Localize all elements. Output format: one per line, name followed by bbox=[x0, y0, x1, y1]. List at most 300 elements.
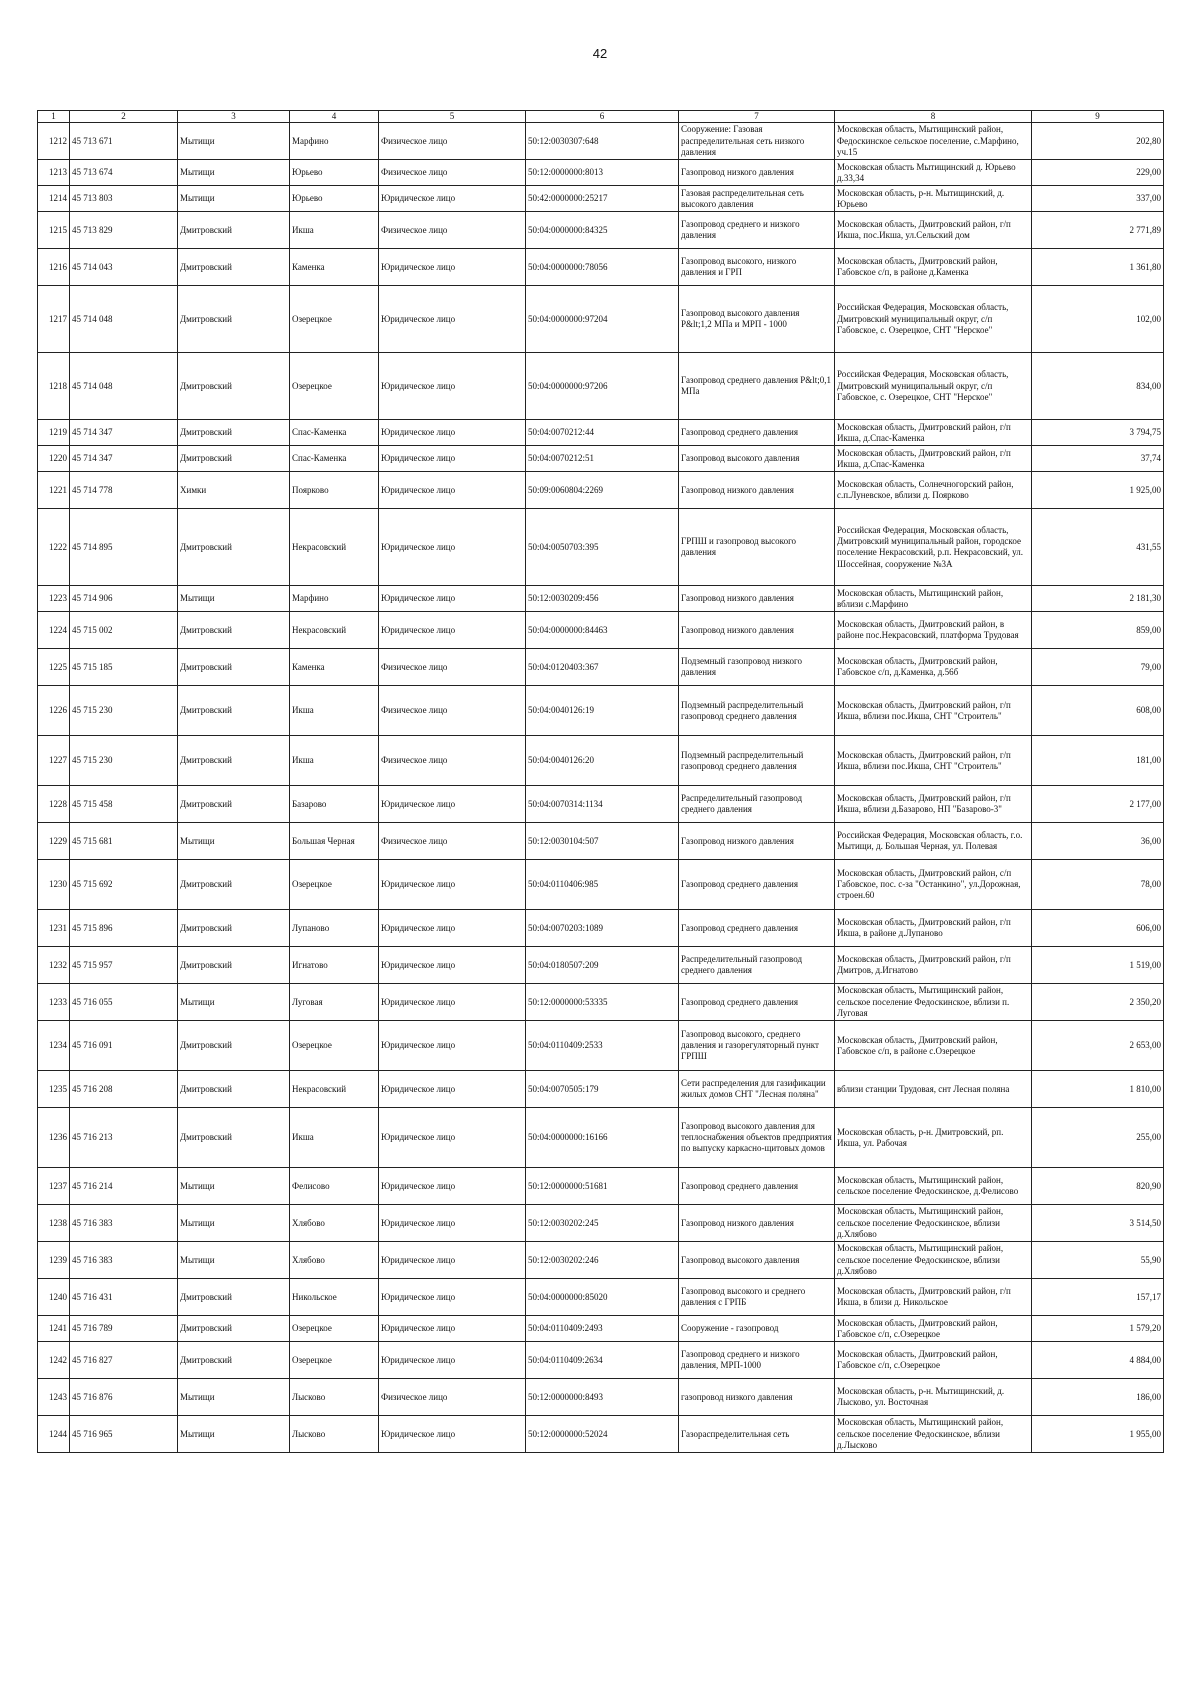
okato-code-cell: 45 716 091 bbox=[70, 1021, 178, 1071]
object-description-cell: Подземный распределительный газопровод среднего давления bbox=[679, 736, 835, 786]
okato-code-cell: 45 715 957 bbox=[70, 947, 178, 984]
length-value-cell: 859,00 bbox=[1032, 612, 1164, 649]
locality-cell: Марфино bbox=[290, 123, 379, 160]
object-description-cell: Газопровод среднего давления bbox=[679, 860, 835, 910]
locality-cell: Никольское bbox=[290, 1279, 379, 1316]
table-row bbox=[38, 947, 1164, 984]
cadastral-number-cell: 50:04:0110409:2634 bbox=[526, 1342, 679, 1379]
okato-code-cell: 45 714 895 bbox=[70, 509, 178, 586]
address-cell: Московская область, Мытищинский район, сельское поселение Федоскинское, вблизи д.Лысково bbox=[835, 1416, 1032, 1453]
okato-code-cell: 45 716 214 bbox=[70, 1168, 178, 1205]
cadastral-number-cell: 50:04:0000000:97206 bbox=[526, 353, 679, 420]
length-value-cell: 78,00 bbox=[1032, 860, 1164, 910]
okato-code-cell: 45 714 347 bbox=[70, 446, 178, 472]
address-cell: Московская область, Дмитровский район, г/п Икша, пос.Икша, ул.Сельский дом bbox=[835, 212, 1032, 249]
cadastral-number-cell: 50:04:0110406:985 bbox=[526, 860, 679, 910]
table-row bbox=[38, 984, 1164, 1021]
object-description-cell: Газопровод среднего и низкого давления bbox=[679, 212, 835, 249]
locality-cell: Фелисово bbox=[290, 1168, 379, 1205]
table-row bbox=[38, 1071, 1164, 1108]
object-description-cell: Подземный газопровод низкого давления bbox=[679, 649, 835, 686]
locality-cell: Поярково bbox=[290, 472, 379, 509]
locality-cell: Юрьево bbox=[290, 186, 379, 212]
locality-cell: Лысково bbox=[290, 1416, 379, 1453]
cadastral-number-cell: 50:04:0070212:51 bbox=[526, 446, 679, 472]
okato-code-cell: 45 716 789 bbox=[70, 1316, 178, 1342]
length-value-cell: 3 514,50 bbox=[1032, 1205, 1164, 1242]
district-cell: Мытищи bbox=[178, 1379, 290, 1416]
column-header: 5 bbox=[379, 111, 526, 123]
table-row bbox=[38, 649, 1164, 686]
district-cell: Дмитровский bbox=[178, 1071, 290, 1108]
object-description-cell: газопровод низкого давления bbox=[679, 1379, 835, 1416]
owner-type-cell: Юридическое лицо bbox=[379, 186, 526, 212]
length-value-cell: 157,17 bbox=[1032, 1279, 1164, 1316]
locality-cell: Спас-Каменка bbox=[290, 446, 379, 472]
cadastral-number-cell: 50:04:0000000:84325 bbox=[526, 212, 679, 249]
length-value-cell: 2 653,00 bbox=[1032, 1021, 1164, 1071]
address-cell: Московская область Мытищинский д. Юрьево д.33,34 bbox=[835, 160, 1032, 186]
row-number-cell: 1234 bbox=[38, 1021, 70, 1071]
district-cell: Мытищи bbox=[178, 823, 290, 860]
row-number-cell: 1222 bbox=[38, 509, 70, 586]
district-cell: Дмитровский bbox=[178, 353, 290, 420]
table-row bbox=[38, 186, 1164, 212]
length-value-cell: 2 177,00 bbox=[1032, 786, 1164, 823]
object-description-cell: Сети распределения для газификации жилых домов СНТ "Лесная поляна" bbox=[679, 1071, 835, 1108]
owner-type-cell: Юридическое лицо bbox=[379, 420, 526, 446]
address-cell: Московская область, Дмитровский район, Габовское с/п, в районе д.Каменка bbox=[835, 249, 1032, 286]
cadastral-number-cell: 50:04:0180507:209 bbox=[526, 947, 679, 984]
locality-cell: Икша bbox=[290, 736, 379, 786]
locality-cell: Базарово bbox=[290, 786, 379, 823]
address-cell: Московская область, Дмитровский район, с/п Габовское, пос. с-за "Останкино", ул.Дорожная, строен.60 bbox=[835, 860, 1032, 910]
district-cell: Мытищи bbox=[178, 123, 290, 160]
owner-type-cell: Юридическое лицо bbox=[379, 509, 526, 586]
locality-cell: Некрасовский bbox=[290, 1071, 379, 1108]
table-row bbox=[38, 1021, 1164, 1071]
address-cell: Московская область, Дмитровский район, г/п Икша, в районе д.Лупаново bbox=[835, 910, 1032, 947]
row-number-cell: 1214 bbox=[38, 186, 70, 212]
okato-code-cell: 45 715 185 bbox=[70, 649, 178, 686]
district-cell: Дмитровский bbox=[178, 212, 290, 249]
object-description-cell: Сооружение - газопровод bbox=[679, 1316, 835, 1342]
address-cell: Московская область, Мытищинский район, сельское поселение Федоскинское, вблизи д.Хлябово bbox=[835, 1242, 1032, 1279]
okato-code-cell: 45 714 906 bbox=[70, 586, 178, 612]
length-value-cell: 4 884,00 bbox=[1032, 1342, 1164, 1379]
okato-code-cell: 45 716 827 bbox=[70, 1342, 178, 1379]
row-number-cell: 1220 bbox=[38, 446, 70, 472]
owner-type-cell: Юридическое лицо bbox=[379, 1108, 526, 1168]
row-number-cell: 1244 bbox=[38, 1416, 70, 1453]
object-description-cell: Газопровод среднего давления bbox=[679, 420, 835, 446]
row-number-cell: 1216 bbox=[38, 249, 70, 286]
object-description-cell: Газопровод низкого давления bbox=[679, 160, 835, 186]
district-cell: Мытищи bbox=[178, 1168, 290, 1205]
table-body bbox=[38, 111, 1164, 1453]
row-number-cell: 1242 bbox=[38, 1342, 70, 1379]
owner-type-cell: Юридическое лицо bbox=[379, 472, 526, 509]
length-value-cell: 608,00 bbox=[1032, 686, 1164, 736]
length-value-cell: 2 771,89 bbox=[1032, 212, 1164, 249]
cadastral-number-cell: 50:09:0060804:2269 bbox=[526, 472, 679, 509]
owner-type-cell: Юридическое лицо bbox=[379, 1316, 526, 1342]
address-cell: Московская область, р-н. Мытищинский, д. Юрьево bbox=[835, 186, 1032, 212]
object-description-cell: Газопровод низкого давления bbox=[679, 612, 835, 649]
locality-cell: Лупаново bbox=[290, 910, 379, 947]
length-value-cell: 2 181,30 bbox=[1032, 586, 1164, 612]
table-row bbox=[38, 1108, 1164, 1168]
locality-cell: Озерецкое bbox=[290, 1316, 379, 1342]
district-cell: Дмитровский bbox=[178, 612, 290, 649]
cadastral-number-cell: 50:12:0030307:648 bbox=[526, 123, 679, 160]
cadastral-number-cell: 50:04:0000000:16166 bbox=[526, 1108, 679, 1168]
row-number-cell: 1221 bbox=[38, 472, 70, 509]
okato-code-cell: 45 716 431 bbox=[70, 1279, 178, 1316]
owner-type-cell: Физическое лицо bbox=[379, 123, 526, 160]
table-row bbox=[38, 910, 1164, 947]
district-cell: Дмитровский bbox=[178, 286, 290, 353]
district-cell: Мытищи bbox=[178, 1205, 290, 1242]
column-header: 4 bbox=[290, 111, 379, 123]
cadastral-number-cell: 50:12:0030104:507 bbox=[526, 823, 679, 860]
column-number-row bbox=[38, 111, 1164, 123]
table-row bbox=[38, 353, 1164, 420]
column-header: 9 bbox=[1032, 111, 1164, 123]
row-number-cell: 1241 bbox=[38, 1316, 70, 1342]
row-number-cell: 1225 bbox=[38, 649, 70, 686]
owner-type-cell: Юридическое лицо bbox=[379, 984, 526, 1021]
owner-type-cell: Юридическое лицо bbox=[379, 249, 526, 286]
object-description-cell: Газопровод высокого давления для теплоснабжения объектов предприятия по выпуску каркасно-щитовых домов bbox=[679, 1108, 835, 1168]
object-description-cell: Газопровод среднего и низкого давления, МРП-1000 bbox=[679, 1342, 835, 1379]
owner-type-cell: Юридическое лицо bbox=[379, 1242, 526, 1279]
locality-cell: Некрасовский bbox=[290, 509, 379, 586]
table-row bbox=[38, 586, 1164, 612]
district-cell: Химки bbox=[178, 472, 290, 509]
cadastral-number-cell: 50:04:0070314:1134 bbox=[526, 786, 679, 823]
locality-cell: Хлябово bbox=[290, 1205, 379, 1242]
okato-code-cell: 45 713 671 bbox=[70, 123, 178, 160]
address-cell: Московская область, Дмитровский район, г/п Икша, д.Спас-Каменка bbox=[835, 446, 1032, 472]
cadastral-number-cell: 50:04:0110409:2493 bbox=[526, 1316, 679, 1342]
row-number-cell: 1228 bbox=[38, 786, 70, 823]
district-cell: Дмитровский bbox=[178, 509, 290, 586]
okato-code-cell: 45 715 002 bbox=[70, 612, 178, 649]
object-description-cell: Газопровод высокого и среднего давления с ГРПБ bbox=[679, 1279, 835, 1316]
object-description-cell: Газопровод среднего давления bbox=[679, 1168, 835, 1205]
column-header: 2 bbox=[70, 111, 178, 123]
address-cell: Московская область, Мытищинский район, сельское поселение Федоскинское, вблизи п. Луговая bbox=[835, 984, 1032, 1021]
row-number-cell: 1239 bbox=[38, 1242, 70, 1279]
cadastral-number-cell: 50:04:0110409:2533 bbox=[526, 1021, 679, 1071]
district-cell: Дмитровский bbox=[178, 1021, 290, 1071]
locality-cell: Игнатово bbox=[290, 947, 379, 984]
length-value-cell: 1 361,80 bbox=[1032, 249, 1164, 286]
owner-type-cell: Физическое лицо bbox=[379, 686, 526, 736]
row-number-cell: 1219 bbox=[38, 420, 70, 446]
length-value-cell: 1 925,00 bbox=[1032, 472, 1164, 509]
table-row bbox=[38, 1379, 1164, 1416]
locality-cell: Озерецкое bbox=[290, 860, 379, 910]
cadastral-number-cell: 50:04:0000000:97204 bbox=[526, 286, 679, 353]
cadastral-number-cell: 50:42:0000000:25217 bbox=[526, 186, 679, 212]
locality-cell: Икша bbox=[290, 212, 379, 249]
owner-type-cell: Юридическое лицо bbox=[379, 910, 526, 947]
address-cell: Московская область, Мытищинский район, сельское поселение Федоскинское, вблизи д.Хлябово bbox=[835, 1205, 1032, 1242]
owner-type-cell: Юридическое лицо bbox=[379, 947, 526, 984]
okato-code-cell: 45 713 829 bbox=[70, 212, 178, 249]
address-cell: Московская область, Дмитровский район, в районе пос.Некрасовский, платформа Трудовая bbox=[835, 612, 1032, 649]
row-number-cell: 1240 bbox=[38, 1279, 70, 1316]
district-cell: Дмитровский bbox=[178, 686, 290, 736]
okato-code-cell: 45 713 674 bbox=[70, 160, 178, 186]
object-description-cell: Газопровод низкого давления bbox=[679, 823, 835, 860]
okato-code-cell: 45 716 055 bbox=[70, 984, 178, 1021]
okato-code-cell: 45 716 213 bbox=[70, 1108, 178, 1168]
row-number-cell: 1218 bbox=[38, 353, 70, 420]
length-value-cell: 255,00 bbox=[1032, 1108, 1164, 1168]
locality-cell: Озерецкое bbox=[290, 286, 379, 353]
row-number-cell: 1236 bbox=[38, 1108, 70, 1168]
owner-type-cell: Юридическое лицо bbox=[379, 786, 526, 823]
locality-cell: Большая Черная bbox=[290, 823, 379, 860]
length-value-cell: 1 519,00 bbox=[1032, 947, 1164, 984]
table-row bbox=[38, 1416, 1164, 1453]
object-description-cell: Газопровод высокого давления P&lt;1,2 МПа и МРП - 1000 bbox=[679, 286, 835, 353]
address-cell: Московская область, Дмитровский район, Габовское с/п, с.Озерецкое bbox=[835, 1316, 1032, 1342]
locality-cell: Икша bbox=[290, 1108, 379, 1168]
cadastral-number-cell: 50:12:0000000:8493 bbox=[526, 1379, 679, 1416]
cadastral-number-cell: 50:04:0000000:85020 bbox=[526, 1279, 679, 1316]
object-description-cell: Распределительный газопровод среднего давления bbox=[679, 947, 835, 984]
district-cell: Дмитровский bbox=[178, 446, 290, 472]
table-row bbox=[38, 786, 1164, 823]
district-cell: Дмитровский bbox=[178, 1316, 290, 1342]
address-cell: Московская область, Дмитровский район, г/п Икша, вблизи пос.Икша, СНТ "Строитель" bbox=[835, 686, 1032, 736]
address-cell: Московская область, Мытищинский район, сельское поселение Федоскинское, д.Фелисово bbox=[835, 1168, 1032, 1205]
address-cell: Московская область, Дмитровский район, г/п Икша, д.Спас-Каменка bbox=[835, 420, 1032, 446]
locality-cell: Хлябово bbox=[290, 1242, 379, 1279]
object-description-cell: Газопровод низкого давления bbox=[679, 1205, 835, 1242]
cadastral-number-cell: 50:04:0120403:367 bbox=[526, 649, 679, 686]
owner-type-cell: Юридическое лицо bbox=[379, 446, 526, 472]
row-number-cell: 1212 bbox=[38, 123, 70, 160]
address-cell: Московская область, Дмитровский район, г/п Дмитров, д.Игнатово bbox=[835, 947, 1032, 984]
cadastral-number-cell: 50:04:0050703:395 bbox=[526, 509, 679, 586]
okato-code-cell: 45 715 230 bbox=[70, 686, 178, 736]
owner-type-cell: Юридическое лицо bbox=[379, 586, 526, 612]
district-cell: Мытищи bbox=[178, 186, 290, 212]
column-header: 1 bbox=[38, 111, 70, 123]
table-row bbox=[38, 612, 1164, 649]
address-cell: Московская область, Дмитровский район, Габовское с/п, д.Каменка, д.56б bbox=[835, 649, 1032, 686]
okato-code-cell: 45 714 043 bbox=[70, 249, 178, 286]
okato-code-cell: 45 714 048 bbox=[70, 286, 178, 353]
district-cell: Дмитровский bbox=[178, 910, 290, 947]
address-cell: Московская область, Дмитровский район, Габовское с/п, в районе с.Озерецкое bbox=[835, 1021, 1032, 1071]
table-row bbox=[38, 160, 1164, 186]
address-cell: Московская область, Дмитровский район, г/п Икша, в близи д. Никольское bbox=[835, 1279, 1032, 1316]
object-description-cell: Газораспределительная сеть bbox=[679, 1416, 835, 1453]
okato-code-cell: 45 715 458 bbox=[70, 786, 178, 823]
locality-cell: Озерецкое bbox=[290, 1342, 379, 1379]
locality-cell: Икша bbox=[290, 686, 379, 736]
district-cell: Мытищи bbox=[178, 1242, 290, 1279]
table-row bbox=[38, 1279, 1164, 1316]
district-cell: Дмитровский bbox=[178, 1279, 290, 1316]
length-value-cell: 186,00 bbox=[1032, 1379, 1164, 1416]
cadastral-number-cell: 50:12:0030209:456 bbox=[526, 586, 679, 612]
locality-cell: Каменка bbox=[290, 249, 379, 286]
object-description-cell: Газопровод высокого давления bbox=[679, 446, 835, 472]
table-row bbox=[38, 212, 1164, 249]
length-value-cell: 102,00 bbox=[1032, 286, 1164, 353]
cadastral-number-cell: 50:04:0000000:84463 bbox=[526, 612, 679, 649]
length-value-cell: 1 955,00 bbox=[1032, 1416, 1164, 1453]
district-cell: Мытищи bbox=[178, 586, 290, 612]
locality-cell: Озерецкое bbox=[290, 353, 379, 420]
row-number-cell: 1224 bbox=[38, 612, 70, 649]
object-description-cell: Сооружение: Газовая распределительная сеть низкого давления bbox=[679, 123, 835, 160]
page-number: 42 bbox=[592, 46, 608, 61]
table-row bbox=[38, 1342, 1164, 1379]
address-cell: Российская Федерация, Московская область, г.о. Мытищи, д. Большая Черная, ул. Полевая bbox=[835, 823, 1032, 860]
length-value-cell: 79,00 bbox=[1032, 649, 1164, 686]
table-row bbox=[38, 860, 1164, 910]
okato-code-cell: 45 716 383 bbox=[70, 1205, 178, 1242]
length-value-cell: 606,00 bbox=[1032, 910, 1164, 947]
object-description-cell: Газовая распределительная сеть высокого давления bbox=[679, 186, 835, 212]
row-number-cell: 1231 bbox=[38, 910, 70, 947]
district-cell: Дмитровский bbox=[178, 249, 290, 286]
column-header: 6 bbox=[526, 111, 679, 123]
length-value-cell: 36,00 bbox=[1032, 823, 1164, 860]
table-row bbox=[38, 446, 1164, 472]
table-row bbox=[38, 123, 1164, 160]
object-description-cell: Подземный распределительный газопровод среднего давления bbox=[679, 686, 835, 736]
table-row bbox=[38, 286, 1164, 353]
column-header: 3 bbox=[178, 111, 290, 123]
district-cell: Дмитровский bbox=[178, 420, 290, 446]
owner-type-cell: Юридическое лицо bbox=[379, 612, 526, 649]
length-value-cell: 2 350,20 bbox=[1032, 984, 1164, 1021]
row-number-cell: 1215 bbox=[38, 212, 70, 249]
okato-code-cell: 45 715 896 bbox=[70, 910, 178, 947]
owner-type-cell: Физическое лицо bbox=[379, 823, 526, 860]
address-cell: Московская область, Мытищинский район, вблизи с.Марфино bbox=[835, 586, 1032, 612]
okato-code-cell: 45 714 347 bbox=[70, 420, 178, 446]
owner-type-cell: Физическое лицо bbox=[379, 160, 526, 186]
okato-code-cell: 45 715 230 bbox=[70, 736, 178, 786]
row-number-cell: 1243 bbox=[38, 1379, 70, 1416]
owner-type-cell: Юридическое лицо bbox=[379, 353, 526, 420]
table-row bbox=[38, 472, 1164, 509]
address-cell: Российская Федерация, Московская область, Дмитровский муниципальный округ, с/п Габовское, с. Озерецкое, СНТ "Нерское" bbox=[835, 286, 1032, 353]
address-cell: Московская область, Мытищинский район, Федоскинское сельское поселение, с.Марфино, уч.15 bbox=[835, 123, 1032, 160]
okato-code-cell: 45 714 778 bbox=[70, 472, 178, 509]
district-cell: Мытищи bbox=[178, 1416, 290, 1453]
row-number-cell: 1237 bbox=[38, 1168, 70, 1205]
row-number-cell: 1213 bbox=[38, 160, 70, 186]
object-description-cell: Газопровод низкого давления bbox=[679, 586, 835, 612]
table-row bbox=[38, 420, 1164, 446]
address-cell: Московская область, Дмитровский район, Габовское с/п, с.Озерецкое bbox=[835, 1342, 1032, 1379]
table-row bbox=[38, 1205, 1164, 1242]
length-value-cell: 37,74 bbox=[1032, 446, 1164, 472]
owner-type-cell: Физическое лицо bbox=[379, 1379, 526, 1416]
cadastral-number-cell: 50:04:0070203:1089 bbox=[526, 910, 679, 947]
owner-type-cell: Юридическое лицо bbox=[379, 1205, 526, 1242]
object-description-cell: Газопровод высокого, среднего давления и газорегуляторный пункт ГРПШ bbox=[679, 1021, 835, 1071]
cadastral-number-cell: 50:04:0000000:78056 bbox=[526, 249, 679, 286]
okato-code-cell: 45 715 692 bbox=[70, 860, 178, 910]
district-cell: Дмитровский bbox=[178, 860, 290, 910]
gas-pipeline-register-table bbox=[37, 110, 1164, 1453]
object-description-cell: ГРПШ и газопровод высокого давления bbox=[679, 509, 835, 586]
table-row bbox=[38, 736, 1164, 786]
address-cell: вблизи станции Трудовая, снт Лесная поляна bbox=[835, 1071, 1032, 1108]
district-cell: Мытищи bbox=[178, 984, 290, 1021]
okato-code-cell: 45 713 803 bbox=[70, 186, 178, 212]
locality-cell: Некрасовский bbox=[290, 612, 379, 649]
district-cell: Дмитровский bbox=[178, 786, 290, 823]
address-cell: Российская Федерация, Московская область, Дмитровский муниципальный район, городское поселение Некрасовский, р.п. Некрасовский, ул. Шоссейная, сооружение №3А bbox=[835, 509, 1032, 586]
row-number-cell: 1238 bbox=[38, 1205, 70, 1242]
district-cell: Дмитровский bbox=[178, 1108, 290, 1168]
owner-type-cell: Юридическое лицо bbox=[379, 1279, 526, 1316]
object-description-cell: Газопровод среднего давления bbox=[679, 984, 835, 1021]
object-description-cell: Газопровод высокого давления bbox=[679, 1242, 835, 1279]
row-number-cell: 1232 bbox=[38, 947, 70, 984]
locality-cell: Лысково bbox=[290, 1379, 379, 1416]
address-cell: Московская область, Дмитровский район, г/п Икша, вблизи пос.Икша, СНТ "Строитель" bbox=[835, 736, 1032, 786]
locality-cell: Луговая bbox=[290, 984, 379, 1021]
length-value-cell: 1 579,20 bbox=[1032, 1316, 1164, 1342]
column-header: 8 bbox=[835, 111, 1032, 123]
object-description-cell: Газопровод среднего давления P&lt;0,1 МПа bbox=[679, 353, 835, 420]
okato-code-cell: 45 716 208 bbox=[70, 1071, 178, 1108]
owner-type-cell: Физическое лицо bbox=[379, 649, 526, 686]
owner-type-cell: Юридическое лицо bbox=[379, 1342, 526, 1379]
owner-type-cell: Физическое лицо bbox=[379, 212, 526, 249]
district-cell: Дмитровский bbox=[178, 947, 290, 984]
address-cell: Московская область, р-н. Дмитровский, рп. Икша, ул. Рабочая bbox=[835, 1108, 1032, 1168]
address-cell: Российская Федерация, Московская область, Дмитровский муниципальный округ, с/п Габовское, с. Озерецкое, СНТ "Нерское" bbox=[835, 353, 1032, 420]
okato-code-cell: 45 715 681 bbox=[70, 823, 178, 860]
locality-cell: Каменка bbox=[290, 649, 379, 686]
length-value-cell: 337,00 bbox=[1032, 186, 1164, 212]
column-header: 7 bbox=[679, 111, 835, 123]
table-row bbox=[38, 249, 1164, 286]
row-number-cell: 1235 bbox=[38, 1071, 70, 1108]
cadastral-number-cell: 50:12:0000000:52024 bbox=[526, 1416, 679, 1453]
row-number-cell: 1230 bbox=[38, 860, 70, 910]
locality-cell: Юрьево bbox=[290, 160, 379, 186]
locality-cell: Марфино bbox=[290, 586, 379, 612]
length-value-cell: 3 794,75 bbox=[1032, 420, 1164, 446]
cadastral-number-cell: 50:04:0070505:179 bbox=[526, 1071, 679, 1108]
row-number-cell: 1223 bbox=[38, 586, 70, 612]
row-number-cell: 1227 bbox=[38, 736, 70, 786]
length-value-cell: 181,00 bbox=[1032, 736, 1164, 786]
okato-code-cell: 45 716 876 bbox=[70, 1379, 178, 1416]
locality-cell: Спас-Каменка bbox=[290, 420, 379, 446]
okato-code-cell: 45 716 383 bbox=[70, 1242, 178, 1279]
cadastral-number-cell: 50:12:0000000:51681 bbox=[526, 1168, 679, 1205]
row-number-cell: 1217 bbox=[38, 286, 70, 353]
cadastral-number-cell: 50:12:0000000:53335 bbox=[526, 984, 679, 1021]
